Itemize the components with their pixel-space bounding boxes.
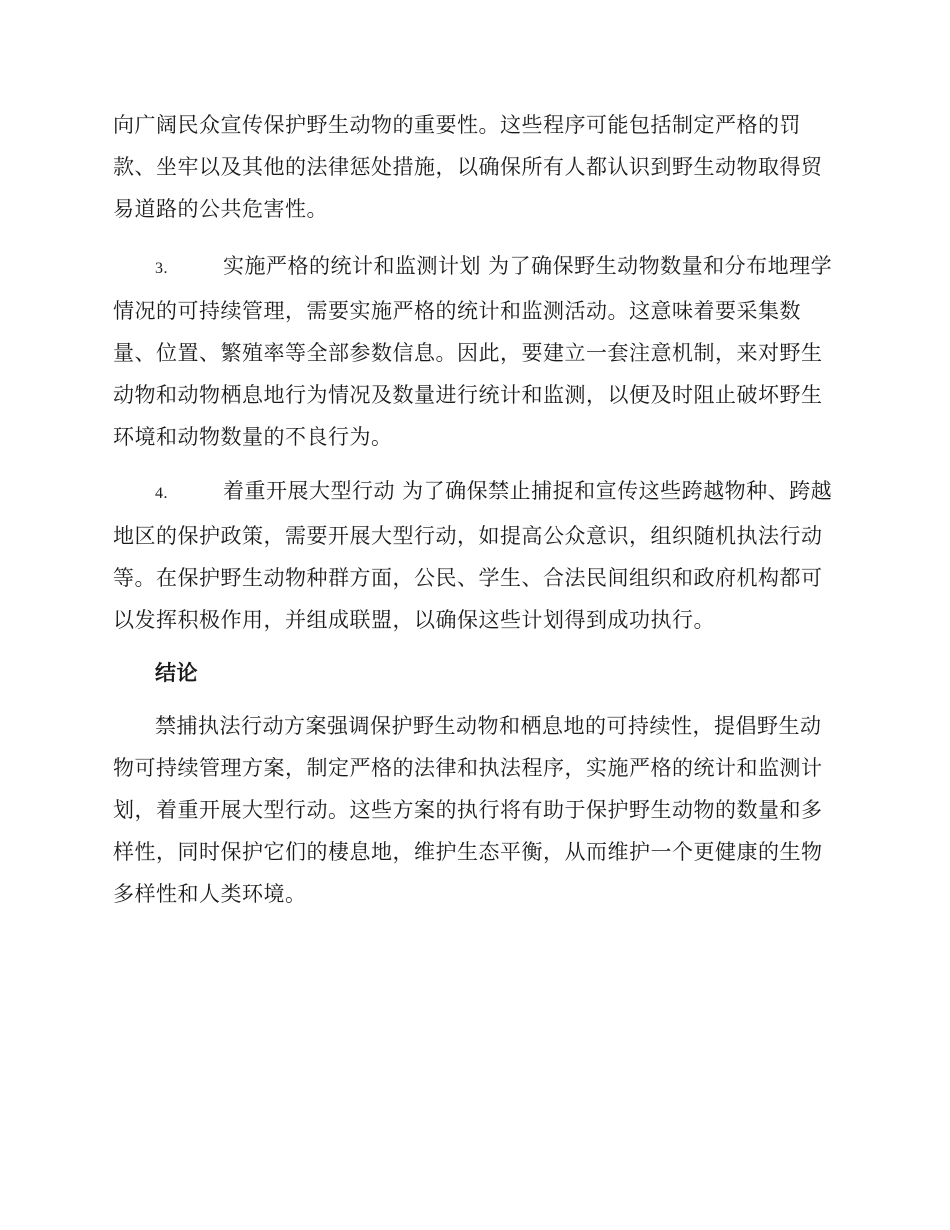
conclusion-text: 禁捕执法行动方案强调保护野生动物和栖息地的可持续性，提倡野生动物可持续管理方案，制定严格的法律和执法程序，实施严格的统计和监测计划，着重开展大型行动。这些方案的执行将有助于保护野生动物的数量和多样性，同时保护它们的棲息地，维护生态平衡，从而维护一个更健康的生物多样性和人类环境。 <box>113 714 823 906</box>
list-item-4 <box>113 470 841 641</box>
list-item-4-number: 4. <box>155 485 168 502</box>
conclusion-heading: 结论 <box>155 660 198 685</box>
list-item-3-text: 实施严格的统计和监测计划 为了确保野生动物数量和分布地理学情况的可持续管理，需要实施严格的统计和监测活动。这意味着要采集数量、位置、繁殖率等全部参数信息。因此，要建立一套注意机制，来对野生动物和动物栖息地行为情况及数量进行统计和监测，以便及时阻止破坏野生环境和动物数量的不良行为。 <box>113 254 833 449</box>
list-item-3-number: 3. <box>155 260 168 277</box>
paragraph-continuation <box>113 104 841 230</box>
list-item-4-text: 着重开展大型行动 为了确保禁止捕捉和宣传这些跨越物种、跨越地区的保护政策，需要开展大型行动，如提高公众意识，组织随机执法行动等。在保护野生动物种群方面，公民、学生、合法民间组织和政府机构都可以发挥积极作用，并组成联盟，以确保这些计划得到成功执行。 <box>113 479 833 632</box>
list-item-3 <box>113 245 841 458</box>
paragraph-continuation-text: 向广阔民众宣传保护野生动物的重要性。这些程序可能包括制定严格的罚款、坐牢以及其他的法律惩处措施，以确保所有人都认识到野生动物取得贸易道路的公共危害性。 <box>113 113 823 221</box>
conclusion-paragraph <box>113 705 841 915</box>
